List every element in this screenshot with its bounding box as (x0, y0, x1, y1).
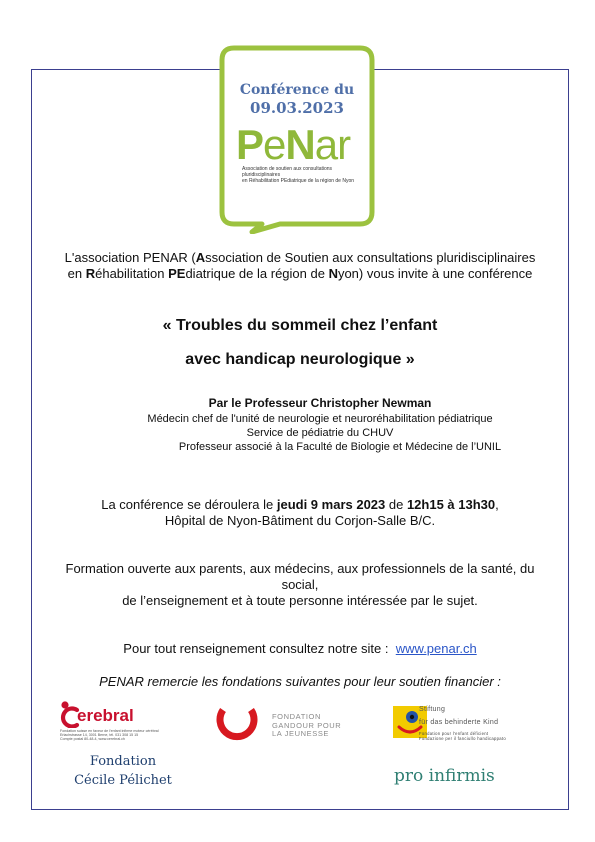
info-text: Pour tout renseignement consultez notre site : (123, 641, 389, 656)
bold-text-segment: PE (168, 266, 186, 281)
penar-letter-r: r (337, 121, 351, 168)
stiftung-line-1: Stiftung (419, 706, 446, 713)
cerebral-detail-2: Erlachstrasse 14, 3001 Berne, tél. 031 308 15 15 (60, 733, 139, 738)
sponsors-thanks: PENAR remercie les fondations suivantes pour leur soutien financier : (99, 674, 501, 689)
text-segment: yon) vous invite à une conférence (337, 266, 533, 281)
cerebral-detail-3: Compte postal 80-48-4, www.cerebral.ch (60, 737, 125, 742)
conference-speech-bubble (218, 44, 376, 234)
pelichet-logo (58, 752, 188, 790)
penar-subtitle-line1: Association de soutien aux consultations pluridisciplinaires (242, 166, 333, 178)
speaker-role-3: Professeur associé à la Faculté de Biologie et Médecine de l’UNIL (178, 441, 502, 453)
gandour-line-1: FONDATION (272, 712, 322, 721)
gandour-text (272, 713, 341, 739)
text-segment: diatrique de la région de (185, 266, 329, 281)
penar-letter-n: N (285, 121, 315, 168)
text-segment: La conférence se déroulera le (101, 497, 277, 512)
penar-subtitle (242, 166, 366, 184)
text-segment: ssociation de Soutien aux consultations pluridisciplinaires (205, 250, 536, 265)
text-segment: , (495, 497, 499, 512)
speaker-role-1: Médecin chef de l'unité de neurologie et neuroréhabilitation pédiatrique (147, 413, 493, 425)
gandour-logo (214, 704, 354, 750)
penar-letter-p: P (236, 121, 264, 168)
audience-line-1: Formation ouverte aux parents, aux médecins, aux professionnels de la santé, du (65, 561, 535, 576)
penar-letter-a: a (314, 121, 338, 168)
cerebral-detail-1: Fondation suisse en faveur de l'enfant infirme moteur cérébral (60, 729, 159, 733)
penar-logo (236, 121, 360, 184)
talk-title-line-2: avec handicap neurologique » (185, 351, 415, 368)
gandour-line-2: GANDOUR POUR (272, 720, 342, 730)
pelichet-line-2: Cécile Pélichet (74, 773, 172, 788)
cerebral-name: erebral (77, 706, 134, 725)
pelichet-line-1: Fondation (89, 754, 157, 769)
audience-line-3: de l’enseignement et à toute personne intéressée par le sujet. (122, 593, 478, 608)
bold-text-segment: N (328, 266, 338, 281)
talk-title-line-1: « Troubles du sommeil chez l’enfant (162, 317, 438, 334)
stiftung-line-4: Fondazione per il fanciullo handicappato (419, 736, 506, 742)
speaker-name: Par le Professeur Christopher Newman (208, 396, 432, 410)
stiftung-logo (392, 705, 562, 753)
cerebral-details (60, 729, 190, 742)
penar-website-link[interactable]: www.penar.ch (395, 641, 477, 656)
proinfirmis-logo: pro infirmis (394, 766, 495, 786)
schedule-line-2: Hôpital de Nyon-Bâtiment du Corjon-Salle B/C. (164, 513, 436, 528)
stiftung-line-2: für das behinderte Kind (419, 719, 499, 726)
speaker-role-2: Service de pédiatrie du CHUV (246, 427, 394, 439)
schedule-line-1 (31, 497, 569, 513)
text-segment: éhabilitation (95, 266, 169, 281)
gandour-line-3: LA JEUNESSE (272, 729, 330, 738)
bold-text-segment: A (195, 250, 206, 265)
audience-line-2: social, (281, 577, 319, 592)
stiftung-text (419, 705, 506, 741)
bold-text-segment: 12h15 à 13h30 (406, 497, 496, 512)
text-segment: L'association PENAR ( (64, 250, 196, 265)
conference-label: Conférence du (239, 82, 355, 98)
cerebral-logo (58, 700, 188, 750)
intro-line-2 (31, 266, 569, 282)
text-segment: en (67, 266, 86, 281)
bold-text-segment: R (85, 266, 96, 281)
conference-date: 09.03.2023 (250, 99, 344, 117)
bold-text-segment: jeudi 9 mars 2023 (276, 497, 386, 512)
info-line (31, 641, 569, 657)
gandour-arc-icon (214, 704, 260, 748)
intro-line-1 (31, 250, 569, 266)
penar-letter-e: e (263, 121, 286, 168)
stiftung-line-3: Fondation pour l'enfant déficient (419, 731, 489, 736)
penar-subtitle-line2: en Réhabilitation PEdiatrique de la région de Nyon (242, 178, 355, 184)
text-segment: de (385, 497, 407, 512)
